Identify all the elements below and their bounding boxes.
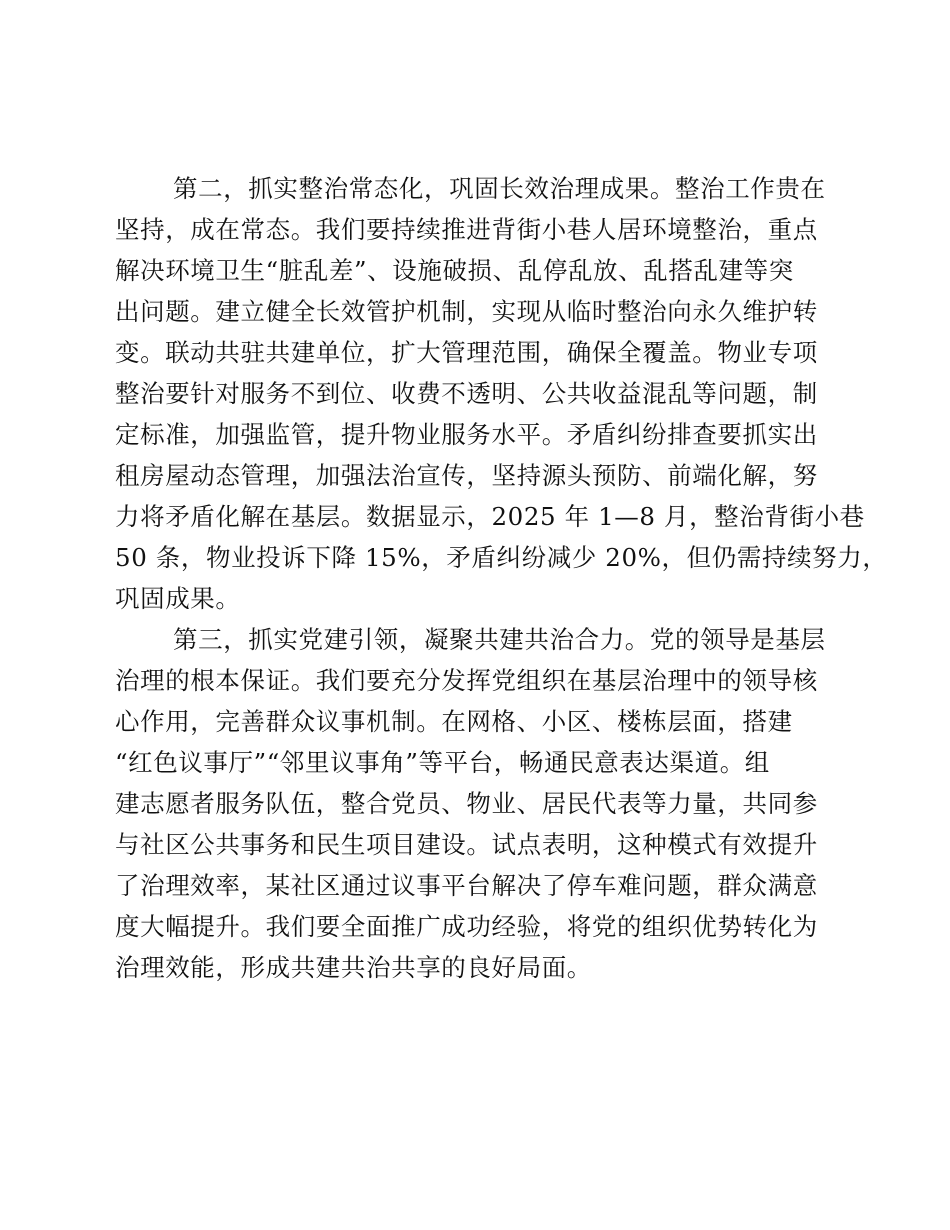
text-line: 出问题。建立健全长效管护机制，实现从临时整治向永久维护转 — [115, 297, 818, 326]
text-line: 定标准，加强监管，提升物业服务水平。矛盾纠纷排查要抓实出 — [115, 420, 818, 449]
text-line: 变。联动共驻共建单位，扩大管理范围，确保全覆盖。物业专项 — [115, 338, 818, 367]
text-line: 与社区公共事务和民生项目建设。试点表明，这种模式有效提升 — [115, 830, 818, 859]
text-line: 租房屋动态管理，加强法治宣传，坚持源头预防、前端化解，努 — [115, 461, 818, 490]
text-line: 解决环境卫生“脏乱差”、设施破损、乱停乱放、乱搭乱建等突 — [115, 256, 794, 285]
text-line: 心作用，完善群众议事机制。在网格、小区、楼栋层面，搭建 — [115, 707, 793, 736]
paragraph-third — [115, 619, 840, 988]
text-line: 力将矛盾化解在基层。数据显示，2025 年 1—8 月，整治背街小巷 — [115, 502, 865, 531]
text-line: 第三，抓实党建引领，凝聚共建共治合力。党的领导是基层 — [173, 625, 826, 654]
text-line: 治理的根本保证。我们要充分发挥党组织在基层治理中的领导核 — [115, 666, 818, 695]
text-line: 治理效能，形成共建共治共享的良好局面。 — [115, 953, 592, 982]
text-line: 坚持，成在常态。我们要持续推进背街小巷人居环境整治，重点 — [115, 215, 818, 244]
text-line: 度大幅提升。我们要全面推广成功经验，将党的组织优势转化为 — [115, 912, 818, 941]
paragraph-second — [115, 168, 888, 619]
text-line: 建志愿者服务队伍，整合党员、物业、居民代表等力量，共同参 — [115, 789, 818, 818]
text-line: 50 条，物业投诉下降 15%，矛盾纠纷减少 20%，但仍需持续努力， — [115, 543, 888, 572]
text-line: 整治要针对服务不到位、收费不透明、公共收益混乱等问题，制 — [115, 379, 818, 408]
text-line: 巩固成果。 — [115, 584, 241, 613]
document-body — [115, 168, 888, 988]
text-line: 了治理效率，某社区通过议事平台解决了停车难问题，群众满意 — [115, 871, 818, 900]
text-line: “红色议事厅”“邻里议事角”等平台，畅通民意表达渠道。组 — [115, 748, 770, 777]
text-line: 第二，抓实整治常态化，巩固长效治理成果。整治工作贵在 — [173, 174, 826, 203]
